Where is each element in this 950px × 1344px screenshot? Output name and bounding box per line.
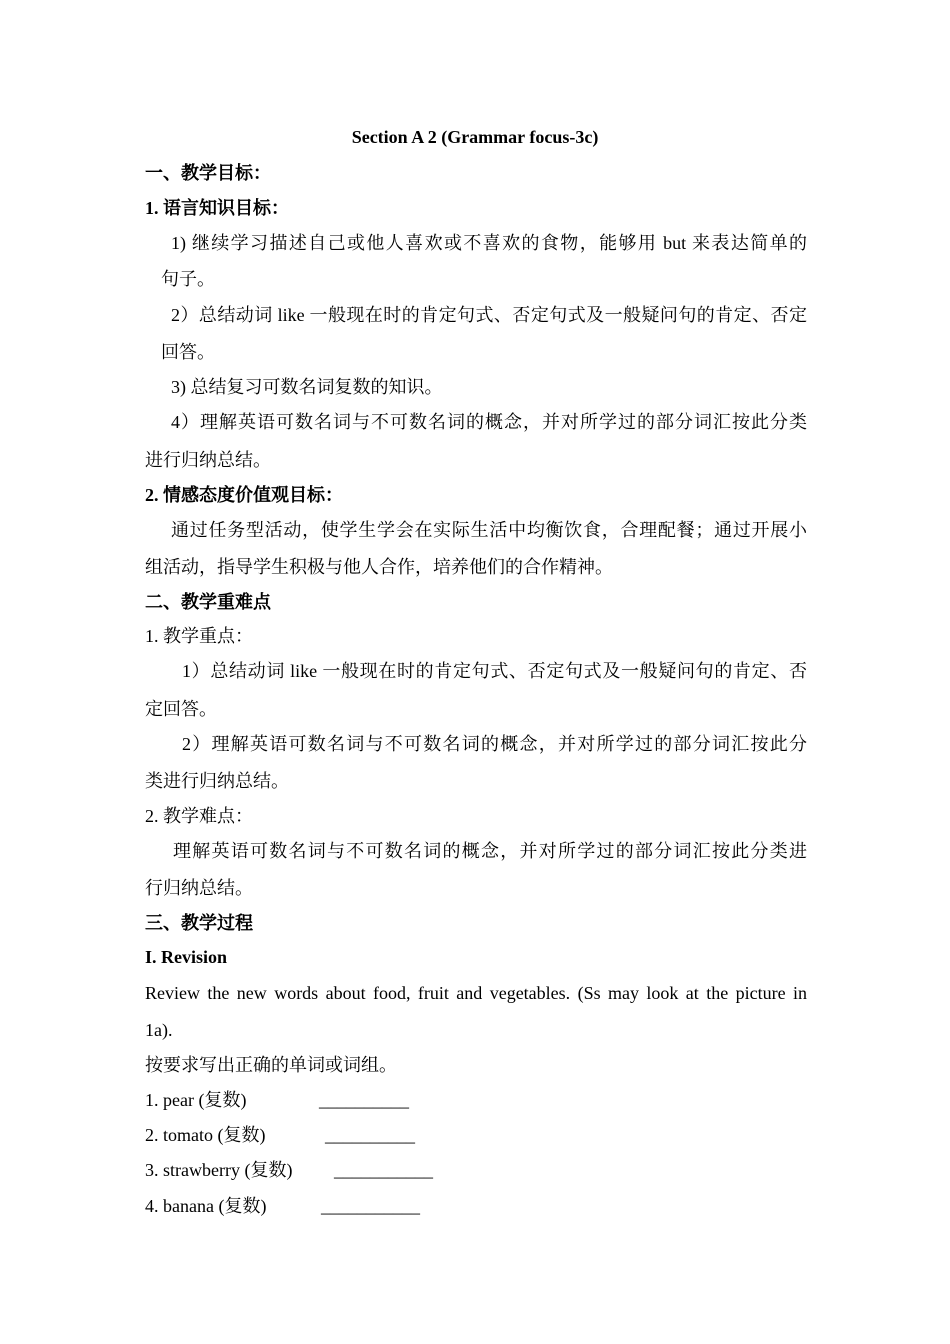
review-line-1: Review the new words about food, fruit and vegetables. (Ss may look at the picture in [145, 983, 807, 1003]
affective-line-1: 通过任务型活动，使学生学会在实际生活中均衡饮食，合理配餐；通过开展小 [171, 520, 807, 540]
key-point-2-line-1: 2）理解英语可数名词与不可数名词的概念，并对所学过的部分词汇按此分 [182, 734, 807, 754]
answer-blank[interactable]: ___________ [334, 1160, 433, 1180]
section-heading-key-points: 二、教学重难点 [145, 592, 271, 612]
revision-heading: I. Revision [145, 947, 228, 967]
exercise-item [145, 1194, 807, 1218]
goal-3: 3) 总结复习可数名词复数的知识。 [171, 377, 443, 397]
goal-4-line-2: 进行归纳总结。 [145, 450, 271, 470]
difficulty-line-1: 理解英语可数名词与不可数名词的概念，并对所学过的部分词汇按此分类进 [173, 841, 807, 861]
document-title: Section A 2 (Grammar focus-3c) [351, 127, 599, 147]
exercise-label: 4. banana (复数) [145, 1196, 267, 1216]
goal-2-line-2: 回答。 [161, 342, 215, 362]
exercise-item [145, 1123, 807, 1147]
subheading-affective-goals: 2. 情感态度价值观目标： [145, 485, 343, 505]
subheading-language-goals: 1. 语言知识目标： [145, 198, 289, 218]
answer-blank[interactable]: __________ [325, 1125, 415, 1145]
exercise-label: 2. tomato (复数) [145, 1125, 266, 1145]
answer-blank[interactable]: ___________ [321, 1196, 420, 1216]
exercise-item [145, 1088, 807, 1112]
difficulty-heading: 2. 教学难点： [145, 806, 253, 826]
exercise-label: 3. strawberry (复数) [145, 1160, 293, 1180]
review-line-2: 1a). [145, 1020, 173, 1040]
key-point-2-line-2: 类进行归纳总结。 [145, 771, 289, 791]
key-point-1-line-2: 定回答。 [145, 699, 217, 719]
difficulty-line-2: 行归纳总结。 [145, 878, 253, 898]
affective-line-2: 组活动，指导学生积极与他人合作，培养他们的合作精神。 [145, 557, 613, 577]
section-heading-process: 三、教学过程 [145, 913, 253, 933]
goal-4-line-1: 4）理解英语可数名词与不可数名词的概念，并对所学过的部分词汇按此分类 [171, 412, 807, 432]
answer-blank[interactable]: __________ [319, 1090, 409, 1110]
exercise-instruction: 按要求写出正确的单词或词组。 [145, 1055, 397, 1075]
key-points-heading: 1. 教学重点： [145, 626, 253, 646]
goal-2-line-1: 2）总结动词 like 一般现在时的肯定句式、否定句式及一般疑问句的肯定、否定 [171, 305, 807, 325]
goal-1-line-2: 句子。 [161, 269, 215, 289]
key-point-1-line-1: 1）总结动词 like 一般现在时的肯定句式、否定句式及一般疑问句的肯定、否 [182, 661, 807, 681]
section-heading-goals: 一、教学目标： [145, 163, 271, 183]
goal-1-line-1: 1) 继续学习描述自己或他人喜欢或不喜欢的食物，能够用 but 来表达简单的 [171, 233, 807, 253]
exercise-label: 1. pear (复数) [145, 1090, 247, 1110]
exercise-item [145, 1158, 807, 1182]
